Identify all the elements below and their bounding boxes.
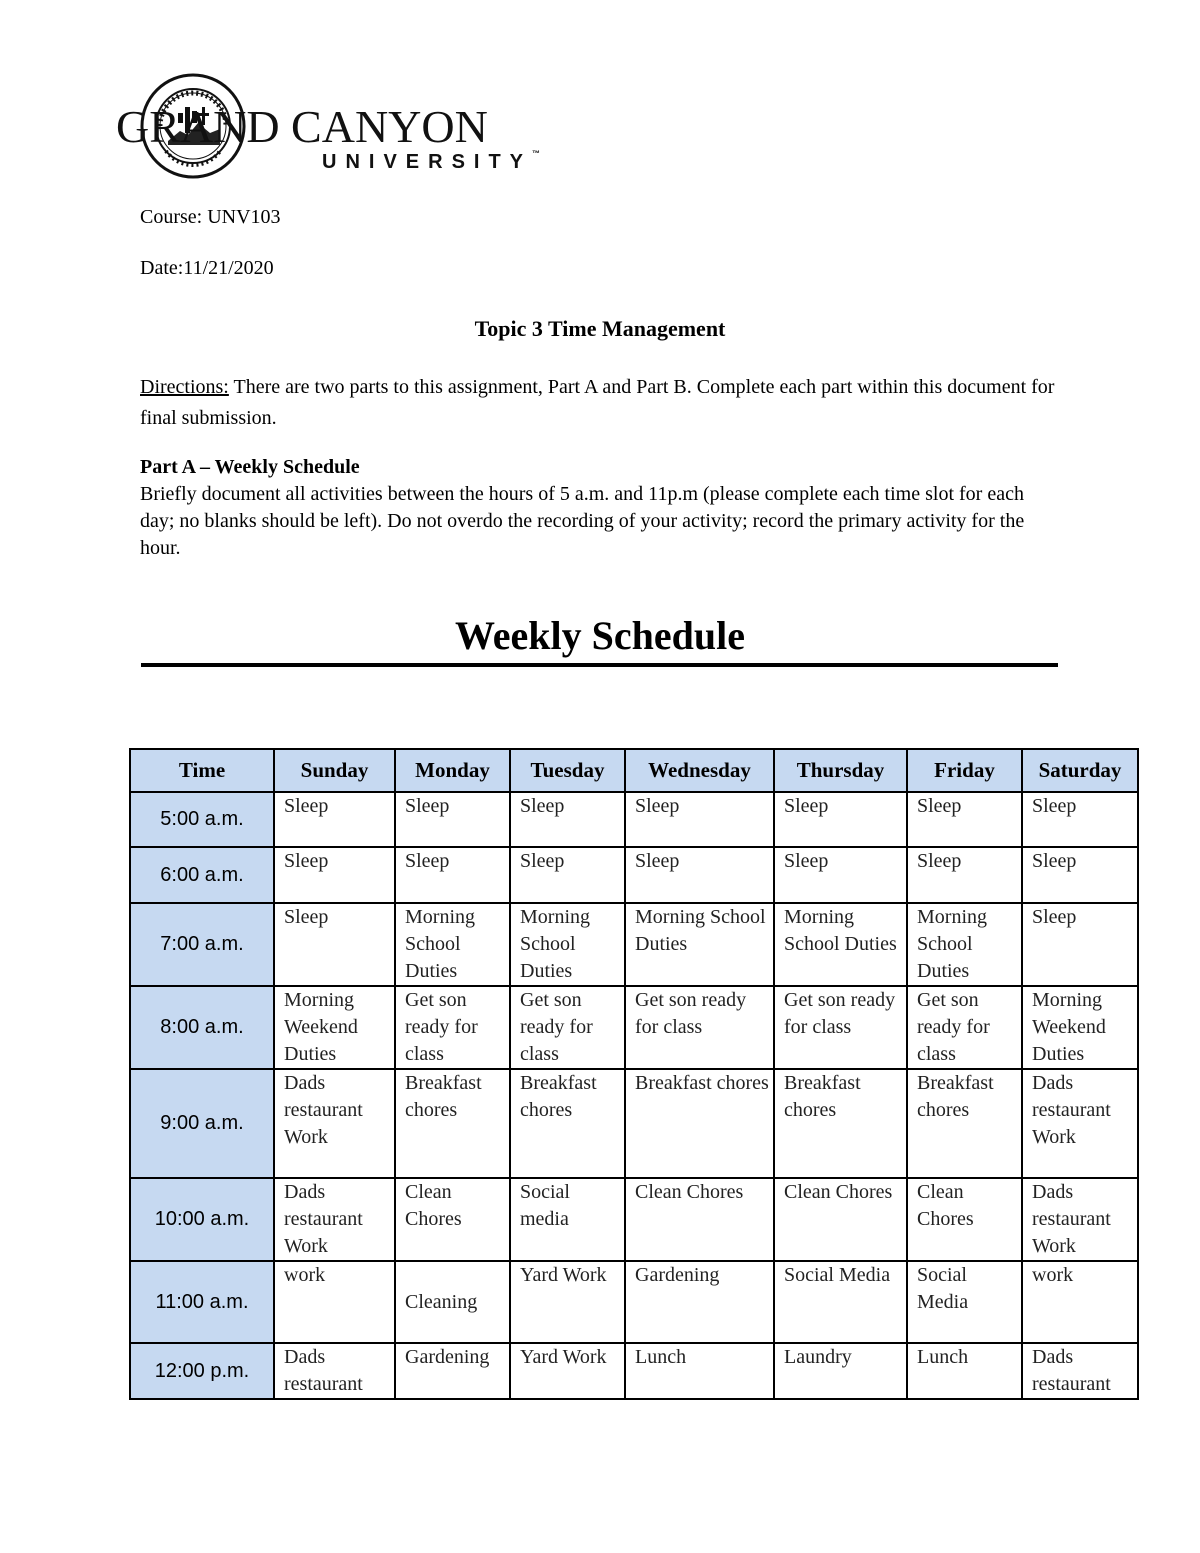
activity-cell: Breakfast chores bbox=[395, 1069, 510, 1178]
course-line: Course: UNV103 bbox=[140, 206, 281, 228]
activity-cell: Gardening bbox=[395, 1343, 510, 1399]
activity-cell: Sleep bbox=[1022, 903, 1138, 986]
activity-cell: Get son ready for class bbox=[907, 986, 1022, 1069]
activity-cell: Cleaning bbox=[395, 1261, 510, 1343]
activity-cell: Sleep bbox=[907, 847, 1022, 903]
activity-cell: Social Media bbox=[774, 1261, 907, 1343]
activity-cell: Morning School Duties bbox=[395, 903, 510, 986]
activity-cell: Dads restaurant bbox=[1022, 1343, 1138, 1399]
header-thursday: Thursday bbox=[774, 749, 907, 792]
time-cell: 6:00 a.m. bbox=[130, 847, 274, 903]
activity-cell: Morning Weekend Duties bbox=[1022, 986, 1138, 1069]
header-saturday: Saturday bbox=[1022, 749, 1138, 792]
activity-cell: work bbox=[1022, 1261, 1138, 1343]
activity-cell: Clean Chores bbox=[907, 1178, 1022, 1261]
activity-cell: Sleep bbox=[510, 847, 625, 903]
schedule-title: Weekly Schedule bbox=[454, 613, 746, 658]
header-monday: Monday bbox=[395, 749, 510, 792]
activity-cell: Breakfast chores bbox=[625, 1069, 774, 1178]
activity-cell: Gardening bbox=[625, 1261, 774, 1343]
table-row bbox=[130, 986, 1138, 1069]
activity-cell: Sleep bbox=[274, 847, 395, 903]
weekly-schedule-table bbox=[129, 748, 1139, 1400]
part-a-text: Briefly document all activities between the hours of 5 a.m. and 11p.m (please complete each time slot for each day; no blanks should be left). Do not overdo the recording of your activity; record the primary activity for the hour. bbox=[140, 483, 1025, 559]
activity-cell: Sleep bbox=[395, 847, 510, 903]
directions-label: Directions: bbox=[140, 376, 229, 398]
activity-cell: Get son ready for class bbox=[510, 986, 625, 1069]
logo-wordmark-line2: UNIVERSITY™ bbox=[322, 149, 541, 173]
activity-cell: Sleep bbox=[510, 792, 625, 847]
header-sunday: Sunday bbox=[274, 749, 395, 792]
directions-paragraph bbox=[140, 372, 1070, 434]
activity-cell: Clean Chores bbox=[625, 1178, 774, 1261]
table-row bbox=[130, 1178, 1138, 1261]
time-cell: 11:00 a.m. bbox=[130, 1261, 274, 1343]
activity-cell: Morning School Duties bbox=[625, 903, 774, 986]
activity-cell: Breakfast chores bbox=[907, 1069, 1022, 1178]
table-row bbox=[130, 1261, 1138, 1343]
page-title: Topic 3 Time Management bbox=[474, 316, 726, 341]
activity-cell: Social media bbox=[510, 1178, 625, 1261]
activity-cell: Dads restaurant Work bbox=[274, 1178, 395, 1261]
activity-cell: Sleep bbox=[625, 792, 774, 847]
time-cell: 12:00 p.m. bbox=[130, 1343, 274, 1399]
time-cell: 9:00 a.m. bbox=[130, 1069, 274, 1178]
activity-cell: Morning School Duties bbox=[510, 903, 625, 986]
activity-cell: Sleep bbox=[1022, 792, 1138, 847]
activity-cell: Sleep bbox=[907, 792, 1022, 847]
table-row bbox=[130, 903, 1138, 986]
table-row bbox=[130, 792, 1138, 847]
header-time: Time bbox=[130, 749, 274, 792]
activity-cell: Dads restaurant bbox=[274, 1343, 395, 1399]
activity-cell: Morning School Duties bbox=[774, 903, 907, 986]
activity-cell: Yard Work bbox=[510, 1261, 625, 1343]
activity-cell: Dads restaurant Work bbox=[274, 1069, 395, 1178]
time-cell: 5:00 a.m. bbox=[130, 792, 274, 847]
directions-text: There are two parts to this assignment, Part A and Part B. Complete each part within this document for final submission. bbox=[140, 376, 1055, 429]
table-row bbox=[130, 1069, 1138, 1178]
header-tuesday: Tuesday bbox=[510, 749, 625, 792]
part-a-heading: Part A – Weekly Schedule bbox=[140, 456, 360, 478]
header-friday: Friday bbox=[907, 749, 1022, 792]
activity-cell: Morning Weekend Duties bbox=[274, 986, 395, 1069]
header-wednesday: Wednesday bbox=[625, 749, 774, 792]
activity-cell: Lunch bbox=[907, 1343, 1022, 1399]
activity-cell: Sleep bbox=[274, 792, 395, 847]
time-cell: 10:00 a.m. bbox=[130, 1178, 274, 1261]
activity-cell: Get son ready for class bbox=[625, 986, 774, 1069]
activity-cell: Dads restaurant Work bbox=[1022, 1178, 1138, 1261]
activity-cell: Morning School Duties bbox=[907, 903, 1022, 986]
activity-cell: Laundry bbox=[774, 1343, 907, 1399]
activity-cell: Sleep bbox=[774, 792, 907, 847]
part-a-section bbox=[140, 454, 1060, 562]
date-line: Date:11/21/2020 bbox=[140, 257, 274, 279]
table-header-row bbox=[130, 749, 1138, 792]
activity-cell: Dads restaurant Work bbox=[1022, 1069, 1138, 1178]
activity-cell: Social Media bbox=[907, 1261, 1022, 1343]
activity-cell: Sleep bbox=[395, 792, 510, 847]
activity-cell: work bbox=[274, 1261, 395, 1343]
activity-cell: Breakfast chores bbox=[510, 1069, 625, 1178]
activity-cell: Sleep bbox=[274, 903, 395, 986]
activity-cell: Sleep bbox=[1022, 847, 1138, 903]
activity-cell: Get son ready for class bbox=[395, 986, 510, 1069]
table-row bbox=[130, 1343, 1138, 1399]
activity-cell: Yard Work bbox=[510, 1343, 625, 1399]
activity-cell: Clean Chores bbox=[774, 1178, 907, 1261]
activity-cell: Get son ready for class bbox=[774, 986, 907, 1069]
time-cell: 8:00 a.m. bbox=[130, 986, 274, 1069]
activity-cell: Sleep bbox=[774, 847, 907, 903]
table-row bbox=[130, 847, 1138, 903]
schedule-title-rule bbox=[141, 663, 1058, 667]
time-cell: 7:00 a.m. bbox=[130, 903, 274, 986]
activity-cell: Clean Chores bbox=[395, 1178, 510, 1261]
activity-cell: Sleep bbox=[625, 847, 774, 903]
logo-wordmark-line1: GRAND CANYON bbox=[116, 101, 488, 152]
activity-cell: Breakfast chores bbox=[774, 1069, 907, 1178]
activity-cell: Lunch bbox=[625, 1343, 774, 1399]
